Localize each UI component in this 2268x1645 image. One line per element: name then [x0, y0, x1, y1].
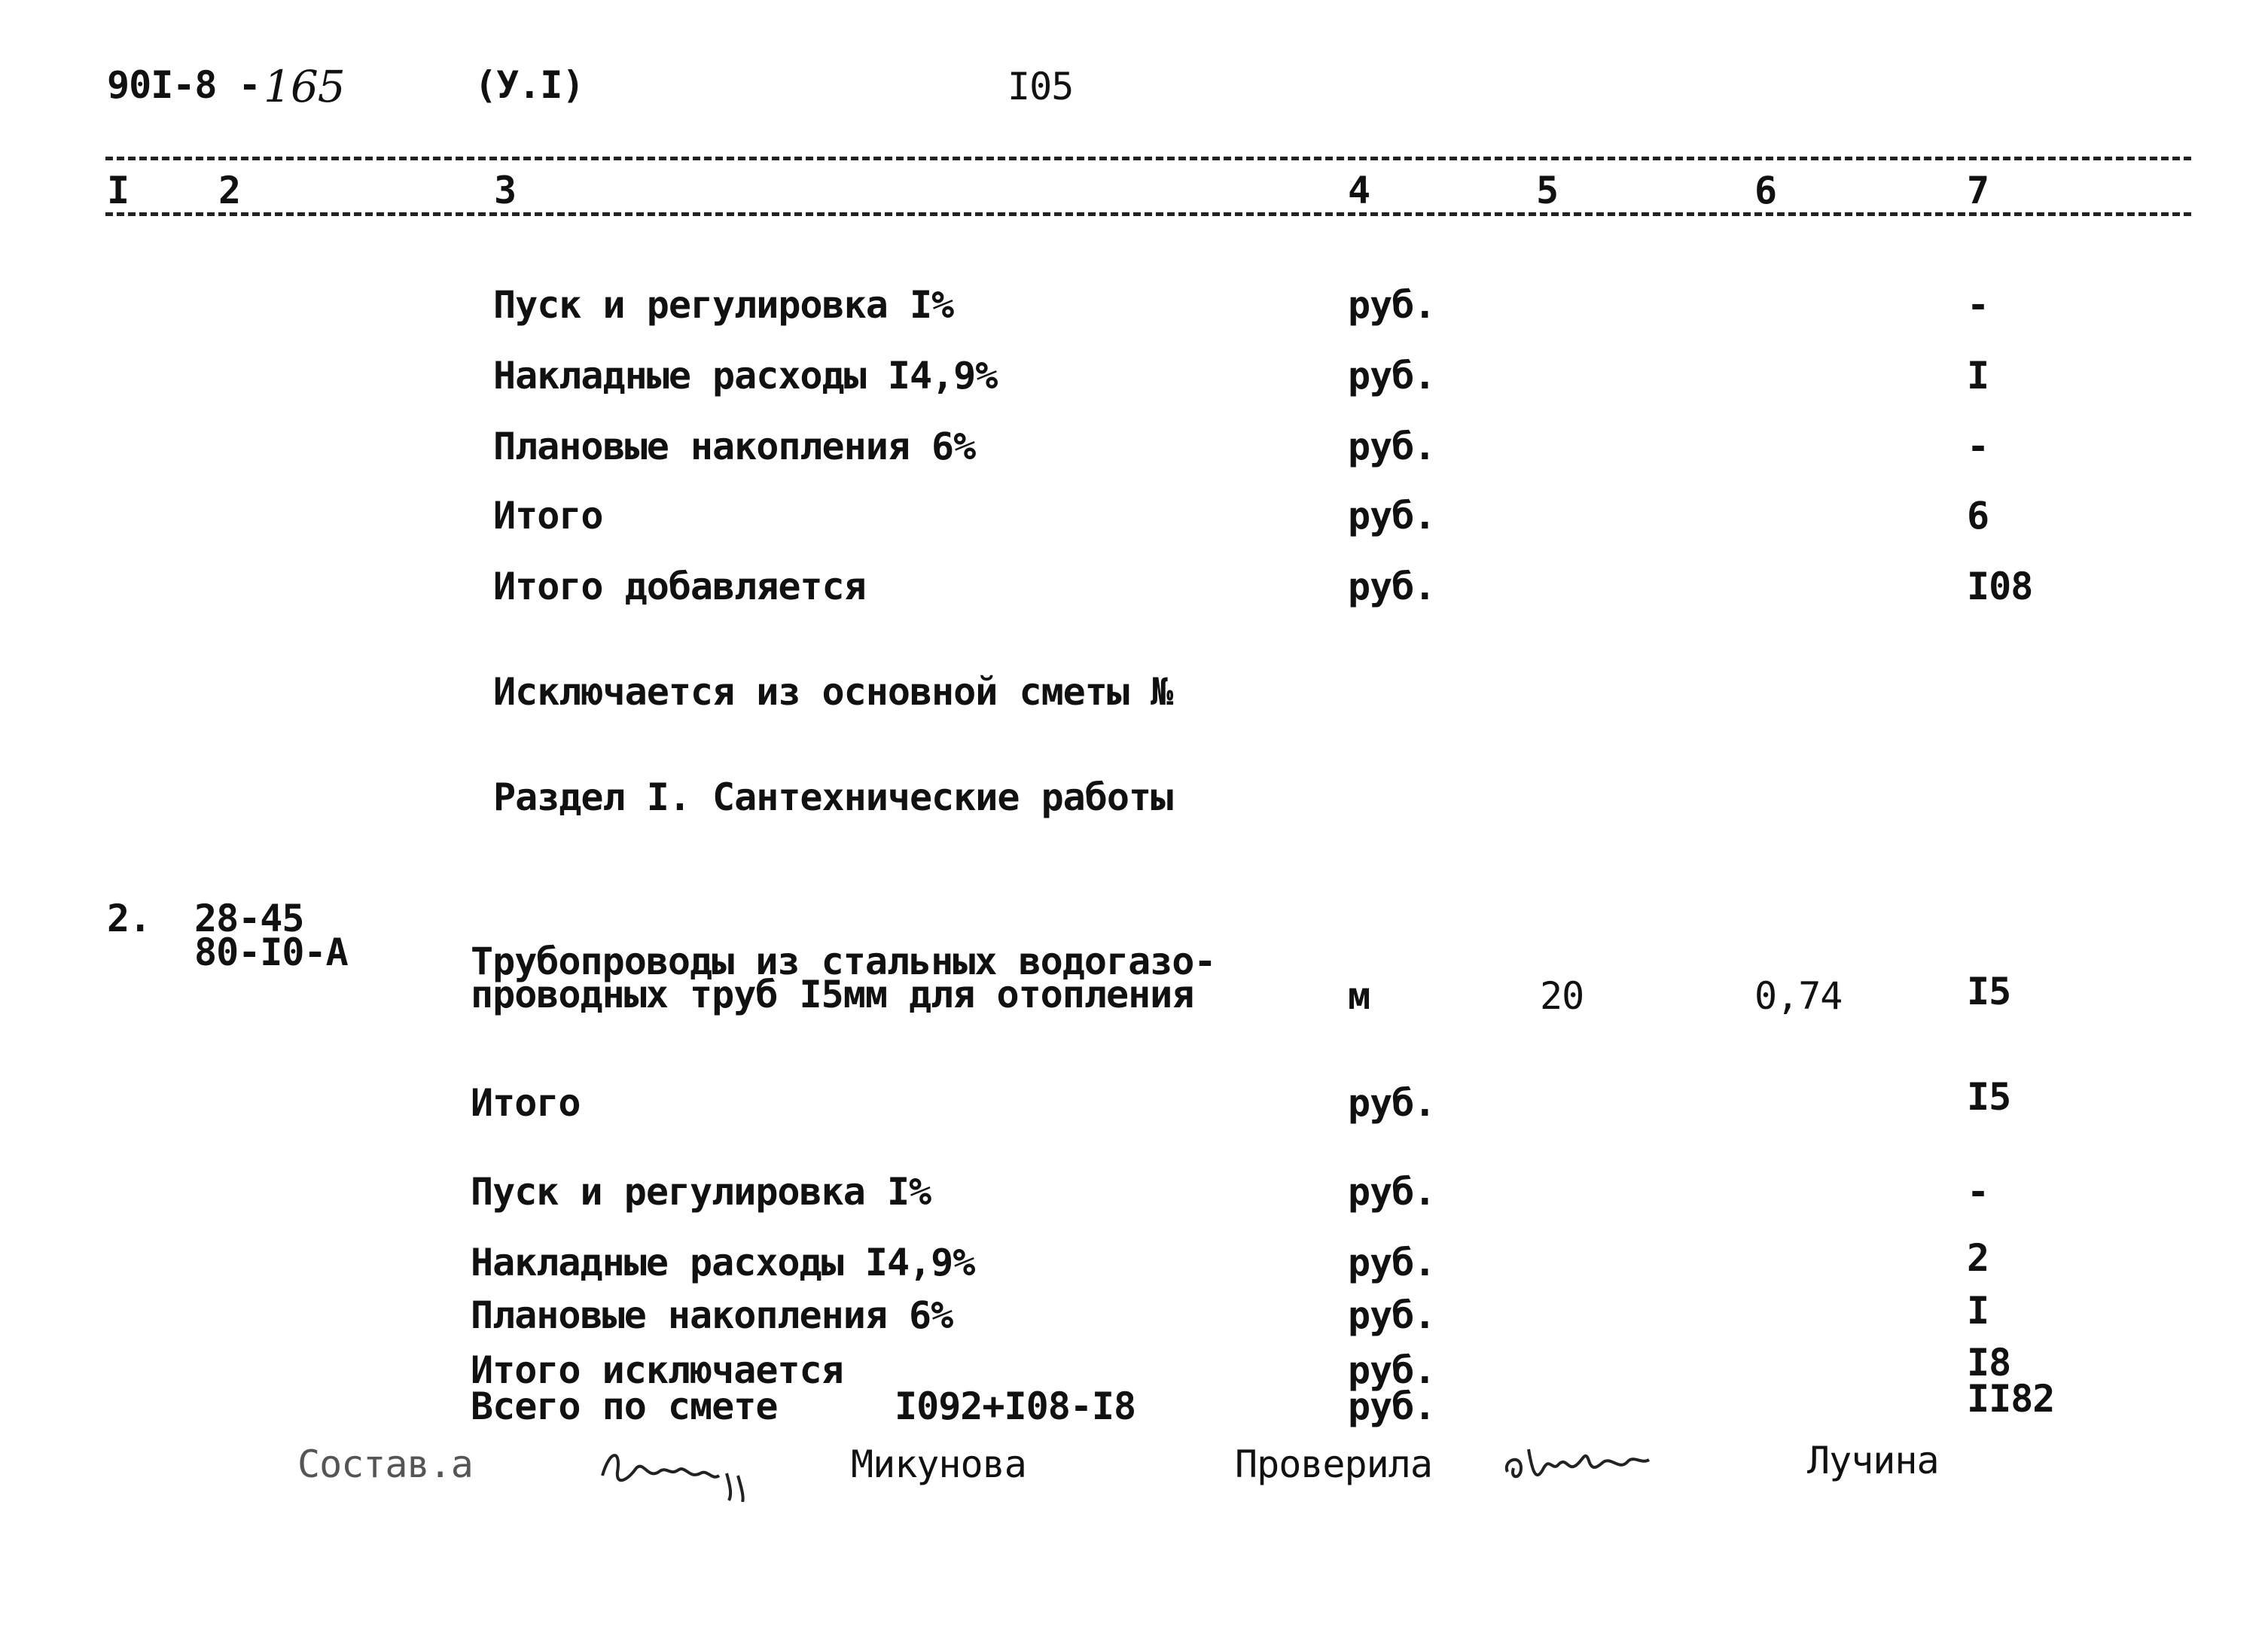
row-description: Плановые накопления 6%	[471, 1293, 953, 1337]
document-code-handwritten: 165	[264, 61, 345, 112]
page-number: I05	[1007, 65, 1074, 108]
row-total: 6	[1967, 494, 1989, 538]
row-description: Всего по смете	[471, 1385, 778, 1428]
row-unit: руб.	[1348, 425, 1436, 468]
row-total: I08	[1967, 565, 2033, 608]
item-total: I5	[1967, 970, 2011, 1013]
row-total: I	[1967, 1289, 1989, 1333]
checked-by-name: Лучина	[1807, 1439, 1939, 1482]
item-description: проводных труб I5мм для отопления	[471, 973, 1194, 1016]
row-description: Пуск и регулировка I%	[471, 1170, 931, 1214]
compiled-label: Состав.a	[297, 1442, 473, 1486]
row-total: -	[1967, 283, 1989, 327]
item-number: 2.	[107, 897, 151, 940]
exclusion-heading: Исключается из основной сметы №	[493, 670, 1173, 714]
checker-signature	[1498, 1427, 1694, 1494]
checked-label: Проверила	[1235, 1442, 1432, 1486]
header-rule-bottom	[105, 212, 2191, 216]
row-description: Пуск и регулировка I%	[493, 283, 954, 327]
row-unit: руб.	[1348, 1293, 1436, 1337]
item-unit: м	[1348, 974, 1370, 1018]
row-description: Плановые накопления 6%	[493, 425, 976, 468]
row-total: -	[1967, 425, 1989, 468]
item-price: 0,74	[1754, 974, 1843, 1018]
column-header: 5	[1536, 169, 1559, 212]
item-code: 28-45	[194, 897, 304, 940]
row-description: Накладные расходы I4,9%	[493, 354, 998, 398]
grand-total-formula: I092+I08-I8	[895, 1385, 1136, 1428]
column-header: 2	[218, 169, 241, 212]
item-code: 80-I0-A	[194, 931, 348, 974]
column-header: 4	[1348, 169, 1370, 212]
section-heading: Раздел I. Сантехнические работы	[493, 775, 1173, 819]
row-unit: руб.	[1348, 1170, 1436, 1214]
row-total: I	[1967, 354, 1989, 398]
row-description: Итого	[471, 1081, 581, 1125]
row-unit: руб.	[1348, 1385, 1436, 1428]
volume-label: (У.I)	[474, 63, 584, 107]
row-unit: руб.	[1348, 494, 1436, 538]
column-header: 6	[1754, 169, 1777, 212]
document-code: 90I-8 -	[107, 63, 261, 107]
compiled-by-name: Микунова	[851, 1442, 1026, 1486]
row-unit: руб.	[1348, 1081, 1436, 1125]
row-description: Итого исключается	[471, 1348, 843, 1392]
row-total: I8	[1967, 1341, 2011, 1385]
column-header: I	[107, 169, 130, 212]
row-total: 2	[1967, 1236, 1989, 1280]
row-unit: руб.	[1348, 565, 1436, 608]
row-description: Итого добавляется	[493, 565, 866, 608]
row-description: Итого	[493, 494, 603, 538]
item-quantity: 20	[1540, 974, 1584, 1018]
compiler-signature	[595, 1434, 791, 1502]
row-unit: руб.	[1348, 283, 1436, 327]
row-total: -	[1967, 1170, 1989, 1214]
header-rule-top	[105, 157, 2191, 160]
row-unit: руб.	[1348, 354, 1436, 398]
column-header: 7	[1967, 169, 1989, 212]
row-unit: руб.	[1348, 1348, 1436, 1392]
column-header: 3	[494, 169, 517, 212]
grand-total-value: II82	[1967, 1377, 2055, 1421]
item-description: Трубопроводы из стальных водогазо-	[471, 940, 1216, 983]
row-unit: руб.	[1348, 1241, 1436, 1284]
row-description: Накладные расходы I4,9%	[471, 1241, 975, 1284]
row-total: I5	[1967, 1075, 2011, 1119]
